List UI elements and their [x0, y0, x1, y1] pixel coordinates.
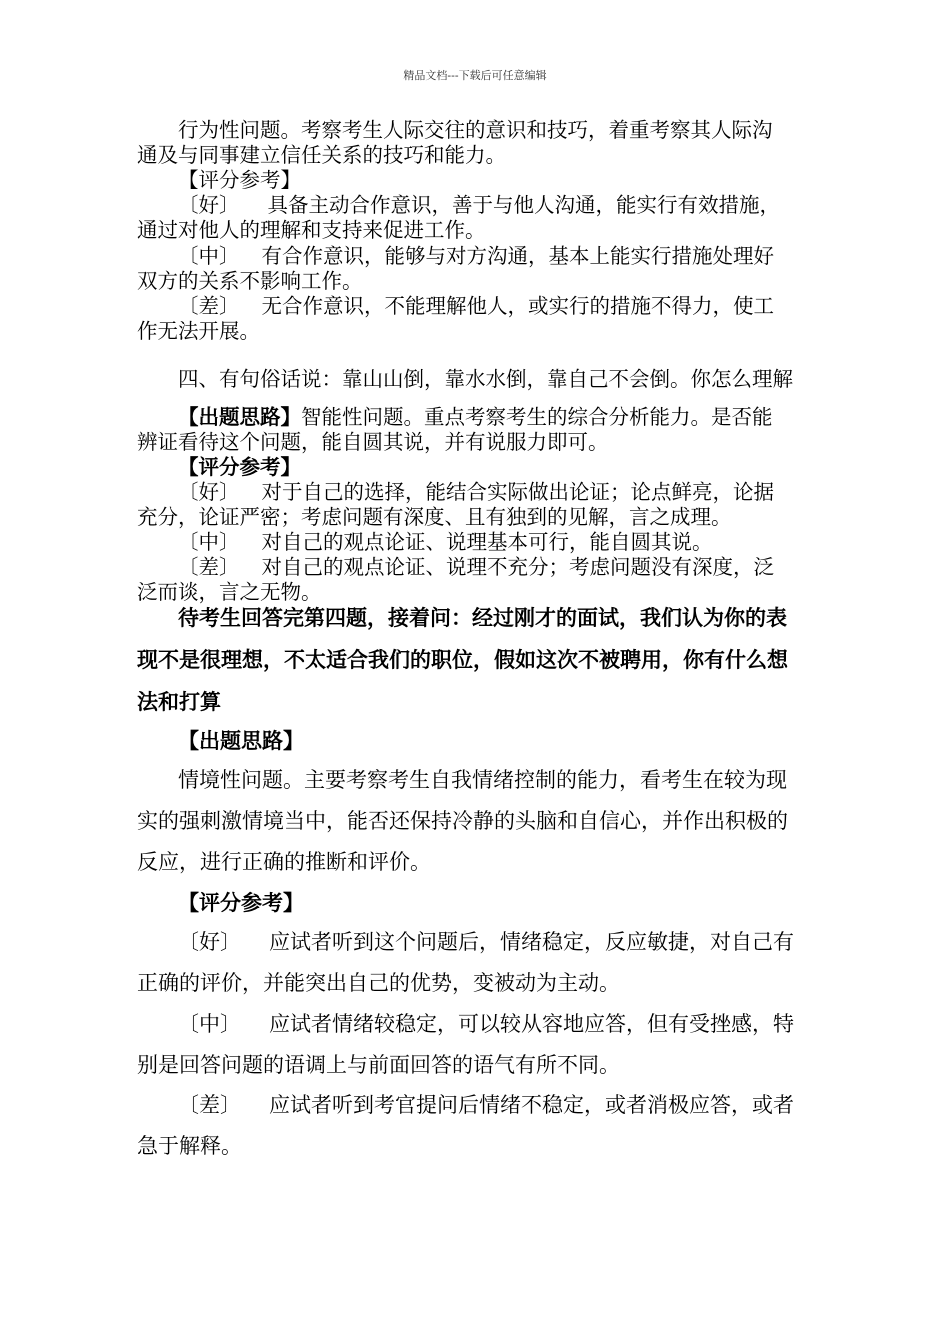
paragraph-line: 充分，论证严密；考虑问题有深度、且有独到的见解，言之成理。 — [137, 505, 732, 529]
rating-line — [178, 480, 878, 504]
section-heading: 【出题思路】 — [178, 729, 304, 753]
paragraph-line: 反应，进行正确的推断和评价。 — [137, 850, 431, 874]
paragraph-line: 正确的评价，并能突出自己的优势，变被动为主动。 — [137, 971, 620, 995]
paragraph-line: 作无法开展。 — [137, 319, 260, 343]
paragraph-line: 行为性问题。考察考生人际交往的意识和技巧，着重考察其人际沟 — [178, 118, 773, 142]
rating-text: 具备主动合作意识，善于与他人沟通，能实行有效措施， — [267, 193, 780, 217]
page-header: 精品文档---下载后可任意编辑 — [403, 69, 547, 82]
paragraph-text: 智能性问题。重点考察考生的综合分析能力。是否能 — [301, 405, 773, 429]
rating-tag: 〔中〕 — [178, 1012, 241, 1036]
rating-tag: 〔差〕 — [178, 1093, 241, 1117]
paragraph-line — [178, 405, 878, 429]
paragraph-line: 别是回答问题的语调上与前面回答的语气有所不同。 — [137, 1053, 620, 1077]
rating-line — [178, 1012, 878, 1036]
rating-text: 有合作意识，能够与对方沟通，基本上能实行措施处理好 — [261, 244, 774, 268]
section-heading: 【出题思路】 — [178, 405, 301, 429]
rating-text: 应试者听到这个问题后，情绪稳定，反应敏捷，对自己有 — [269, 930, 794, 954]
question-title: 四、有句俗话说：靠山山倒，靠水水倒，靠自己不会倒。你怎么理解 — [178, 367, 793, 391]
rating-tag: 〔好〕 — [178, 480, 240, 504]
paragraph-line: 双方的关系不影响工作。 — [137, 269, 363, 293]
section-heading: 【评分参考】 — [178, 891, 304, 915]
paragraph-line: 通过对他人的理解和支持来促进工作。 — [137, 218, 486, 242]
rating-line — [178, 530, 878, 554]
rating-line — [178, 294, 878, 318]
rating-tag: 〔差〕 — [178, 294, 240, 318]
paragraph-line: 实的强刺激情境当中，能否还保持冷静的头脑和自信心，并作出积极的 — [137, 809, 788, 833]
section-heading: 【评分参考】 — [178, 168, 301, 192]
rating-tag: 〔差〕 — [178, 555, 240, 579]
rating-text: 应试者听到考官提问后情绪不稳定，或者消极应答，或者 — [269, 1093, 794, 1117]
bold-question-line: 待考生回答完第四题，接着问：经过刚才的面试，我们认为你的表 — [178, 606, 787, 630]
rating-line — [178, 930, 878, 954]
rating-line — [178, 1093, 878, 1117]
paragraph-line: 急于解释。 — [137, 1134, 242, 1158]
paragraph-line: 辨证看待这个问题，能自圆其说，并有说服力即可。 — [137, 430, 609, 454]
bold-question-line: 法和打算 — [137, 690, 221, 714]
paragraph-line: 情境性问题。主要考察考生自我情绪控制的能力，看考生在较为现 — [178, 768, 787, 792]
rating-text: 应试者情绪较稳定，可以较从容地应答，但有受挫感，特 — [269, 1012, 794, 1036]
paragraph-line: 通及与同事建立信任关系的技巧和能力。 — [137, 143, 506, 167]
rating-tag: 〔好〕 — [178, 193, 240, 217]
bold-question-line: 现不是很理想，不太适合我们的职位，假如这次不被聘用，你有什么想 — [137, 648, 788, 672]
paragraph-line: 泛而谈，言之无物。 — [137, 580, 322, 604]
rating-tag: 〔中〕 — [178, 244, 240, 268]
rating-text: 对自己的观点论证、说理基本可行，能自圆其说。 — [261, 530, 713, 554]
rating-text: 对自己的观点论证、说理不充分；考虑问题没有深度，泛 — [261, 555, 774, 579]
rating-line — [178, 244, 878, 268]
rating-tag: 〔好〕 — [178, 930, 241, 954]
section-heading: 【评分参考】 — [178, 455, 301, 479]
rating-tag: 〔中〕 — [178, 530, 240, 554]
rating-text: 无合作意识，不能理解他人，或实行的措施不得力，使工 — [261, 294, 774, 318]
rating-line — [178, 555, 878, 579]
rating-text: 对于自己的选择，能结合实际做出论证；论点鲜亮，论据 — [261, 480, 774, 504]
rating-line — [178, 193, 878, 217]
